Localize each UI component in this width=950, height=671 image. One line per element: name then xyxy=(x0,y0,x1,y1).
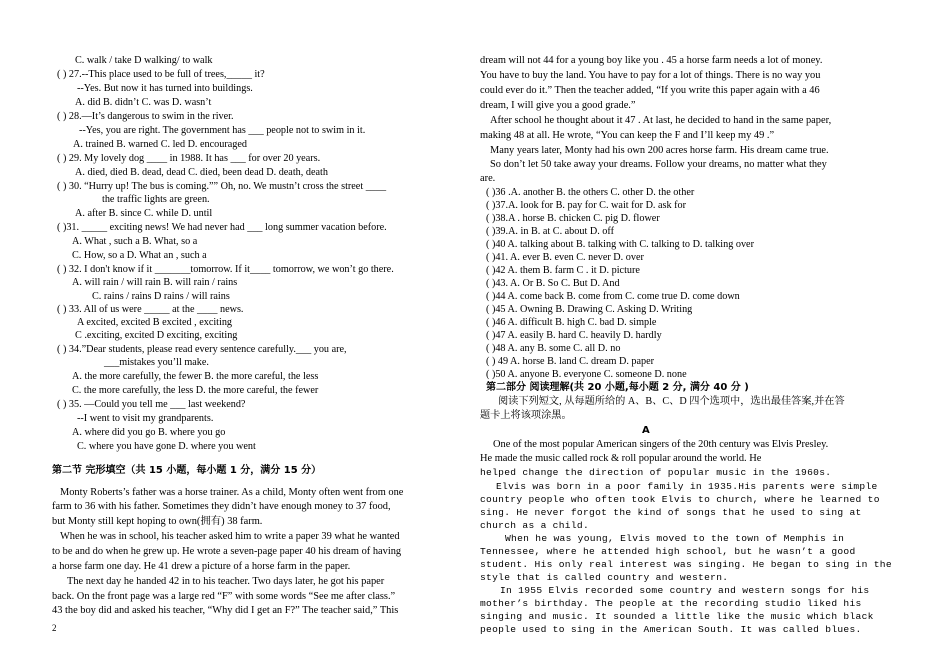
question-line: --Yes. But now it has turned into buildings. xyxy=(77,83,253,94)
reading-passage-line: sing. He never forgot the kind of songs that he used to sing at xyxy=(480,507,862,518)
question-line: C. rains / rains D rains / will rains xyxy=(92,291,230,302)
question-line: A excited, excited B excited , exciting xyxy=(77,317,233,328)
cloze-passage-line: making 48 at all. He wrote, “You can keep the F and I’ll keep my 49 .” xyxy=(480,130,775,141)
question-line: A. where did you go B. where you go xyxy=(72,427,226,438)
cloze-option-line: ( )41. A. ever B. even C. never D. over xyxy=(486,252,644,263)
cloze-section-heading: 第二节 完形填空（共 15 小题，每小题 1 分，满分 15 分） xyxy=(52,465,322,476)
question-line: ___mistakes you’ll make. xyxy=(104,357,209,368)
reading-passage-line: church as a child. xyxy=(480,520,590,531)
cloze-passage-line: 43 the boy did and asked his teacher, “Why did I get an F?” The teacher said,” This xyxy=(52,605,399,616)
cloze-passage-line: The next day he handed 42 in to his teacher. Two days later, he got his paper xyxy=(67,576,385,587)
question-line: ( )31. _____ exciting news! We had never had ___ long summer vacation before. xyxy=(57,222,387,233)
question-line: A. will rain / will rain B. will rain / rains xyxy=(72,277,238,288)
reading-passage-line: helped change the direction of popular music in the 1960s. xyxy=(480,467,832,478)
reading-passage-line: singing and music. It sounded a little like the music which black xyxy=(480,611,874,622)
cloze-option-line: ( ) 49 A. horse B. land C. dream D. paper xyxy=(486,356,655,367)
cloze-passage-line: are. xyxy=(480,173,496,184)
question-line: C. How, so a D. What an , such a xyxy=(72,250,207,261)
reading-passage-line: style that is called country and western. xyxy=(480,572,729,583)
reading-passage-line: country people who often took Elvis to church, where he learned to xyxy=(480,494,880,505)
reading-section-heading: 第二部分 阅读理解(共 20 小题,每小题 2 分, 满分 40 分 ) xyxy=(486,382,749,393)
reading-passage-line: When he was young, Elvis moved to the town of Memphis in xyxy=(505,533,845,544)
cloze-passage-line: back. On the front page was a large red “F” with some words “See me after class.” xyxy=(52,591,396,602)
reading-instruction: 阅读下列短文, 从每题所给的 A、B、C、D 四个选项中，选出最佳答案,并在答 xyxy=(498,396,845,407)
question-line: C. walk / take D walking/ to walk xyxy=(75,55,213,66)
cloze-passage-line: could ever do it.” Then the teacher added, “If you write this paper again with a 46 xyxy=(480,85,820,96)
question-line: ( ) 28.—It’s dangerous to swim in the river. xyxy=(57,111,234,122)
cloze-passage-line: You have to buy the land. You have to pay for a lot of things. There is no way you xyxy=(480,70,821,81)
cloze-passage-line: When he was in school, his teacher asked him to write a paper 39 what he wanted xyxy=(60,531,400,542)
cloze-option-line: ( )46 A. difficult B. high C. bad D. simple xyxy=(486,317,657,328)
cloze-passage-line: dream will not 44 for a young boy like you . 45 a horse farm needs a lot of money. xyxy=(480,55,823,66)
reading-passage-line: people used to sing in the American South. It was called blues. xyxy=(480,624,862,635)
cloze-option-line: ( )43. A. Or B. So C. But D. And xyxy=(486,278,620,289)
reading-passage-line: One of the most popular American singers of the 20th century was Elvis Presley. xyxy=(493,439,829,450)
cloze-passage-line: dream, I will give you a good grade.” xyxy=(480,100,636,111)
cloze-option-line: ( )37.A. look for B. pay for C. wait for D. ask for xyxy=(486,200,687,211)
question-line: A. What , such a B. What, so a xyxy=(72,236,198,247)
question-line: ( ) 35. —Could you tell me ___ last weekend? xyxy=(57,399,246,410)
question-line: ( ) 29. My lovely dog ____ in 1988. It has ___ for over 20 years. xyxy=(57,153,321,164)
reading-instruction: 题卡上将该项涂黑。 xyxy=(480,410,572,421)
cloze-passage-line: After school he thought about it 47 . At last, he decided to hand in the same paper, xyxy=(490,115,832,126)
cloze-passage-line: So don’t let 50 take away your dreams. Follow your dreams, no matter what they xyxy=(490,159,827,170)
cloze-option-line: ( )50 A. anyone B. everyone C. someone D. none xyxy=(486,369,687,380)
question-line: --I went to visit my grandparents. xyxy=(77,413,214,424)
question-line: A. the more carefully, the fewer B. the more careful, the less xyxy=(72,371,319,382)
question-line: C. where you have gone D. where you went xyxy=(77,441,256,452)
reading-passage-line: Tennessee, where he attended high school, but he wasn’t a good xyxy=(480,546,856,557)
question-line: --Yes, you are right. The government has ___ people not to swim in it. xyxy=(79,125,366,136)
page-number: 2 xyxy=(52,623,57,633)
cloze-passage-line: a horse farm one day. He 41 drew a picture of a horse farm in the paper. xyxy=(52,561,351,572)
cloze-option-line: ( )39.A. in B. at C. about D. off xyxy=(486,226,614,237)
cloze-passage-line: to be and do when he grew up. He wrote a seven-page paper 40 his dream of having xyxy=(52,546,402,557)
question-line: ( ) 27.--This place used to be full of trees,_____ it? xyxy=(57,69,265,80)
question-line: C. the more carefully, the less D. the more careful, the fewer xyxy=(72,385,319,396)
question-line: ( ) 34.”Dear students, please read every sentence carefully.___ you are, xyxy=(57,344,347,355)
reading-passage-line: student. His only real interest was singing. He began to sing in the xyxy=(480,559,892,570)
question-line: A. trained B. warned C. led D. encouraged xyxy=(73,139,247,150)
reading-passage-line: In 1955 Elvis recorded some country and western songs for his xyxy=(500,585,870,596)
question-line: A. after B. since C. while D. until xyxy=(75,208,213,219)
question-line: C .exciting, excited D exciting, exciting xyxy=(75,330,238,341)
cloze-option-line: ( )36 .A. another B. the others C. other D. the other xyxy=(486,187,695,198)
cloze-passage-line: farm to 36 with his father. Sometimes they didn’t have enough money to 37 food, xyxy=(52,501,391,512)
question-line: ( ) 30. “Hurry up! The bus is coming.”” Oh, no. We mustn’t cross the street ____ xyxy=(57,181,387,192)
cloze-option-line: ( )40 A. talking about B. talking with C. talking to D. talking over xyxy=(486,239,754,250)
reading-passage-line: Elvis was born in a poor family in 1935.His parents were simple xyxy=(496,481,878,492)
cloze-option-line: ( )47 A. easily B. hard C. heavily D. hardly xyxy=(486,330,662,341)
reading-passage-line: He made the music called rock & roll popular around the world. He xyxy=(480,453,762,464)
cloze-option-line: ( )42 A. them B. farm C . it D. picture xyxy=(486,265,640,276)
question-line: A. did B. didn’t C. was D. wasn’t xyxy=(75,97,212,108)
question-line: the traffic lights are green. xyxy=(102,194,210,205)
cloze-option-line: ( )45 A. Owning B. Drawing C. Asking D. Writing xyxy=(486,304,693,315)
question-line: A. died, died B. dead, dead C. died, been dead D. death, death xyxy=(75,167,328,178)
cloze-passage-line: Monty Roberts’s father was a horse trainer. As a child, Monty often went from one xyxy=(60,487,404,498)
reading-passage-line: mother’s birthday. The people at the recording studio liked his xyxy=(480,598,862,609)
cloze-passage-line: Many years later, Monty had his own 200 acres horse farm. His dream came true. xyxy=(490,145,829,156)
cloze-option-line: ( )38.A . horse B. chicken C. pig D. flower xyxy=(486,213,660,224)
cloze-option-line: ( )44 A. come back B. come from C. come true D. come down xyxy=(486,291,740,302)
question-line: ( ) 32. I don't know if it _______tomorrow. If it____ tomorrow, we won’t go there. xyxy=(57,264,394,275)
question-line: ( ) 33. All of us were _____ at the ____ news. xyxy=(57,304,244,315)
cloze-option-line: ( )48 A. any B. some C. all D. no xyxy=(486,343,621,354)
passage-label-a: A xyxy=(642,425,650,436)
cloze-passage-line: but Monty still kept hoping to own(拥有) 38 farm. xyxy=(52,516,263,527)
